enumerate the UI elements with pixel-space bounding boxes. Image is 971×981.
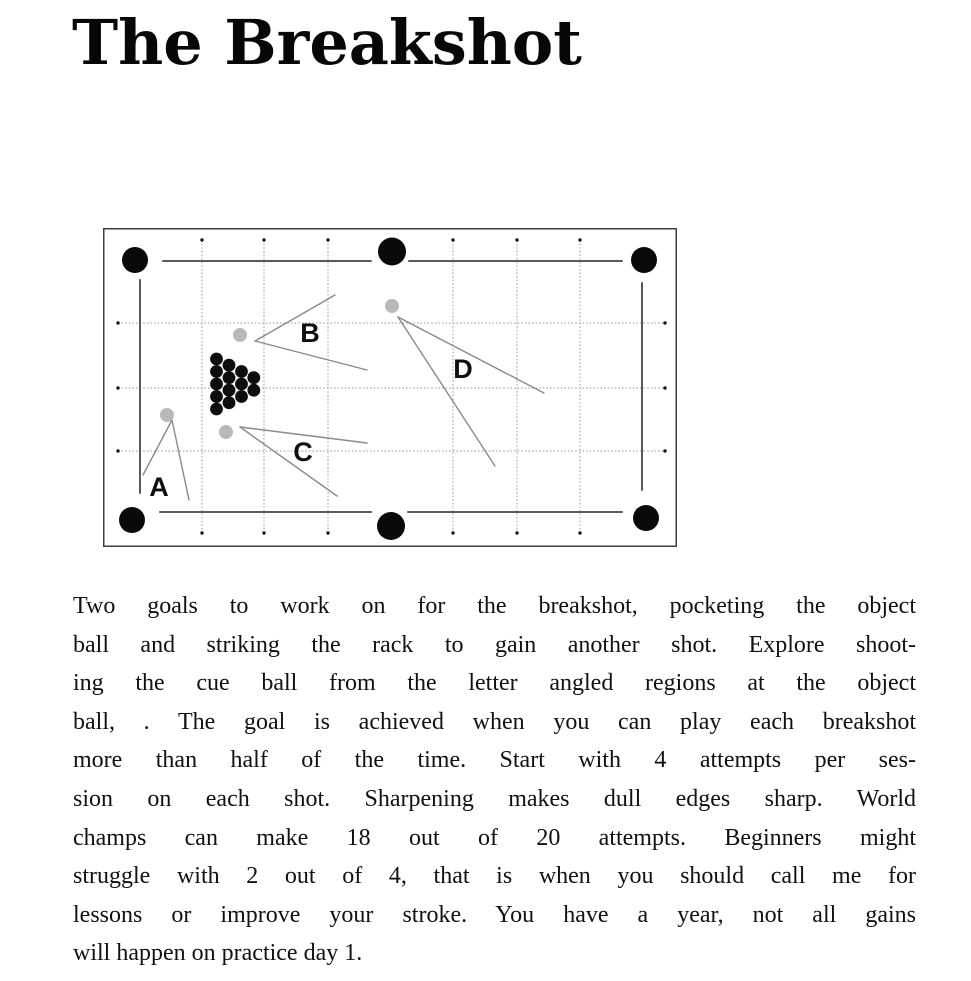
paragraph-line: sion on each shot. Sharpening makes dull edges sharp. World	[73, 785, 916, 812]
grid-end-dot	[578, 531, 581, 534]
pool-table-diagram	[103, 228, 677, 547]
cue-ball-c	[219, 425, 233, 439]
grid-end-dot	[200, 238, 203, 241]
paragraph-line: ball and striking the rack to gain another shot. Explore shoot-	[73, 631, 916, 658]
pocket	[119, 507, 145, 533]
grid-end-dot	[116, 386, 119, 389]
paragraph-line: struggle with 2 out of 4, that is when you should call me for	[73, 863, 916, 890]
pocket	[122, 247, 148, 273]
rack-ball	[210, 403, 223, 416]
cue-ball-a	[160, 408, 174, 422]
paragraph-line: ing the cue ball from the letter angled regions at the object	[73, 670, 916, 697]
rack-ball	[223, 359, 236, 372]
rack-ball	[247, 384, 260, 397]
region-label-b: B	[300, 318, 320, 348]
grid-end-dot	[578, 238, 581, 241]
rack-ball	[247, 371, 260, 384]
paragraph-line: ball, . The goal is achieved when you can play each breakshot	[73, 708, 916, 735]
grid-end-dot	[663, 321, 666, 324]
rack-ball	[235, 390, 248, 403]
grid-end-dot	[116, 321, 119, 324]
rack-ball	[210, 378, 223, 391]
grid-end-dot	[326, 238, 329, 241]
paragraph-line: lessons or improve your stroke. You have a year, not all gains	[73, 901, 916, 928]
grid-end-dot	[515, 531, 518, 534]
pocket	[377, 512, 405, 540]
rack-ball	[210, 390, 223, 403]
grid-end-dot	[451, 238, 454, 241]
grid-end-dot	[663, 386, 666, 389]
region-label-d: D	[453, 354, 473, 384]
breakshot-figure	[103, 228, 677, 547]
grid-end-dot	[451, 531, 454, 534]
grid-end-dot	[515, 238, 518, 241]
grid-end-dot	[262, 238, 265, 241]
paragraph-line: more than half of the time. Start with 4 attempts per ses-	[73, 747, 916, 774]
rack-ball	[223, 371, 236, 384]
region-label-a: A	[149, 472, 169, 502]
region-label-c: C	[293, 437, 313, 467]
pocket	[631, 247, 657, 273]
page-title: The Breakshot	[72, 6, 582, 79]
grid-end-dot	[262, 531, 265, 534]
paragraph-line: champs can make 18 out of 20 attempts. Beginners might	[73, 824, 916, 851]
grid-end-dot	[326, 531, 329, 534]
pocket	[378, 238, 406, 266]
cue-ball-d	[385, 299, 399, 313]
body-paragraph	[73, 587, 916, 973]
rack-ball	[235, 365, 248, 378]
grid-end-dot	[663, 449, 666, 452]
rack-ball	[235, 378, 248, 391]
rack-ball	[223, 384, 236, 397]
rack-ball	[210, 365, 223, 378]
grid-end-dot	[200, 531, 203, 534]
rack-ball	[223, 396, 236, 409]
cue-ball-b	[233, 328, 247, 342]
paragraph-line: Two goals to work on for the breakshot, pocketing the object	[73, 593, 916, 619]
paragraph-line: will happen on practice day 1.	[73, 940, 363, 967]
rack-ball	[210, 353, 223, 366]
pocket	[633, 505, 659, 531]
grid-end-dot	[116, 449, 119, 452]
